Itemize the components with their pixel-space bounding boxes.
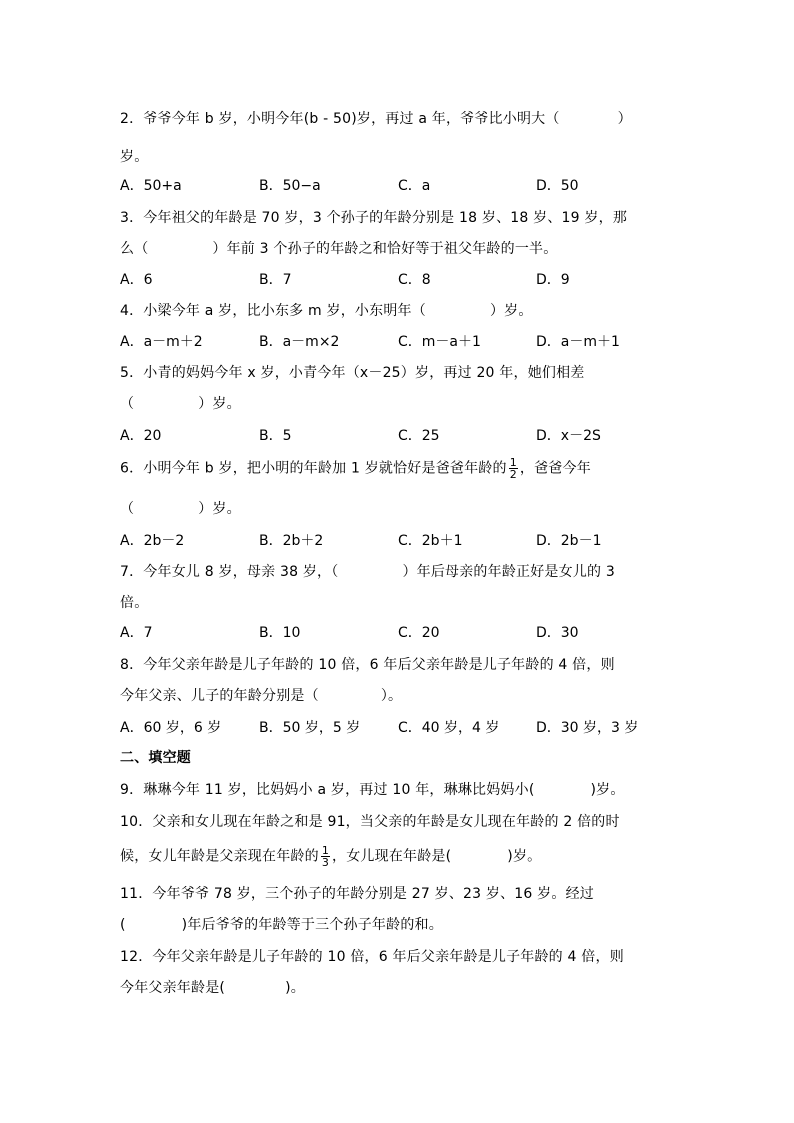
option-d[interactable]: D．9 [536,272,570,288]
q2-text-d: ） [617,111,632,127]
question-3-line-2 [120,238,557,258]
q2-expression: (b - 50) [303,111,357,127]
option-d[interactable]: D．x－2S [536,428,601,444]
option-d[interactable]: D．2b－1 [536,533,602,549]
option-a[interactable]: A．2b－2 [120,533,185,549]
q6-text-d: ）岁。 [198,501,241,517]
q5-text-b: ）岁。 [198,396,241,412]
fraction-numerator: 1 [509,456,517,469]
question-12-line-1: 12．今年父亲年龄是儿子年龄的 10 倍，6 年后父亲年龄是儿子年龄的 4 倍，则 [120,949,624,965]
fraction-denominator: 2 [509,468,517,481]
option-b[interactable]: B．50−a [259,178,321,194]
question-12-line-2 [120,977,305,997]
option-b[interactable]: B．2b＋2 [259,533,324,549]
option-c[interactable]: C．m－a＋1 [398,334,481,350]
question-7-options [120,622,680,642]
option-b[interactable]: B．5 [259,428,292,444]
q4-text-b: ）岁。 [489,303,533,319]
q11-text-b: )年后爷爷的年龄等于三个孙子年龄的和。 [181,917,443,933]
option-c[interactable]: C．40 岁，4 岁 [398,720,500,736]
q8-text-b: ）。 [380,688,403,704]
question-4-line-1 [120,300,533,320]
option-b[interactable]: B．50 岁，5 岁 [259,720,361,736]
q10-text-b: ，女儿现在年龄是( [332,848,452,865]
q4-text-a: 4．小梁今年 a 岁，比小东多 m 岁，小东明年（ [120,303,426,319]
question-7-line-1 [120,561,615,581]
option-b[interactable]: B．10 [259,625,301,641]
option-c[interactable]: C．8 [398,272,431,288]
q2-text-a: 2．爷爷今年 b 岁，小明今年 [120,111,304,127]
option-c[interactable]: C．20 [398,625,440,641]
question-2-options [120,175,680,195]
fraction-one-third [321,845,330,868]
q5-text-a: （ [120,396,135,412]
option-b[interactable]: B．a－m×2 [259,334,340,350]
question-5-line-1: 5．小青的妈妈今年 x 岁，小青今年（x－25）岁，再过 20 年，她们相差 [120,365,585,381]
q9-text-b: )岁。 [590,782,625,798]
section-heading-fill-in: 二、填空题 [120,750,191,766]
q6-text-a: 6．小明今年 b 岁，把小明的年龄加 1 岁就恰好是爸爸年龄的 [120,460,507,477]
fraction-numerator: 1 [321,844,330,857]
fraction-denominator: 3 [321,856,330,869]
option-a[interactable]: A．20 [120,428,162,444]
question-5-line-2 [120,393,241,413]
option-a[interactable]: A．60 岁，6 岁 [120,720,222,736]
option-c[interactable]: C．a [398,178,431,194]
option-a[interactable]: A．6 [120,272,153,288]
option-b[interactable]: B．7 [259,272,292,288]
question-11-line-2 [120,914,443,934]
q3-text-a: 么（ [120,241,149,257]
question-3-line-1: 3．今年祖父的年龄是 70 岁，3 个孙子的年龄分别是 18 岁、18 岁、19 岁，那 [120,210,628,226]
question-3-options [120,269,680,289]
option-a[interactable]: A．50+a [120,178,182,194]
q11-text-a: ( [120,917,126,933]
q12-text-b: )。 [285,980,305,996]
question-6-line-1 [120,457,591,480]
question-6-line-2 [120,498,241,518]
question-2-line-1 [120,108,632,128]
question-9-line-1 [120,779,625,799]
q6-text-b: ，爸爸今年 [519,460,591,477]
option-d[interactable]: D．50 [536,178,579,194]
q9-text-a: 9．琳琳今年 11 岁，比妈妈小 a 岁，再过 10 年，琳琳比妈妈小( [120,782,535,798]
question-8-options [120,717,680,737]
question-10-line-2 [120,845,541,868]
option-a[interactable]: A．7 [120,625,153,641]
option-a[interactable]: A．a－m＋2 [120,334,203,350]
option-d[interactable]: D．30 岁，3 岁 [536,720,639,736]
question-8-line-1: 8．今年父亲年龄是儿子年龄的 10 倍，6 年后父亲年龄是儿子年龄的 4 倍，则 [120,657,615,673]
option-d[interactable]: D．a－m＋1 [536,334,620,350]
q8-text-a: 今年父亲、儿子的年龄分别是（ [120,688,319,704]
option-d[interactable]: D．30 [536,625,579,641]
q6-text-c: （ [120,501,135,517]
q10-text-c: )岁。 [507,848,542,865]
q2-text-c: 岁，再过 a 年，爷爷比小明大（ [356,111,560,127]
q10-text-a: 候，女儿年龄是父亲现在年龄的 [120,848,319,865]
q7-text-b: ）年后母亲的年龄正好是女儿的 3 [402,564,615,580]
option-c[interactable]: C．2b＋1 [398,533,463,549]
question-10-line-1: 10．父亲和女儿现在年龄之和是 91，当父亲的年龄是女儿现在年龄的 2 倍的时 [120,814,620,830]
question-2-line-2: 岁。 [120,149,149,165]
question-11-line-1: 11．今年爷爷 78 岁，三个孙子的年龄分别是 27 岁、23 岁、16 岁。经过 [120,886,594,902]
question-8-line-2 [120,685,402,705]
question-7-line-2: 倍。 [120,595,149,611]
question-5-options [120,425,680,445]
option-c[interactable]: C．25 [398,428,440,444]
q3-text-b: ）年前 3 个孙子的年龄之和恰好等于祖父年龄的一半。 [212,241,558,257]
q7-text-a: 7．今年女儿 8 岁，母亲 38 岁，（ [120,564,339,580]
q12-text-a: 今年父亲年龄是( [120,980,226,996]
fraction-one-half [509,457,518,480]
question-4-options [120,331,680,351]
question-6-options [120,530,680,550]
